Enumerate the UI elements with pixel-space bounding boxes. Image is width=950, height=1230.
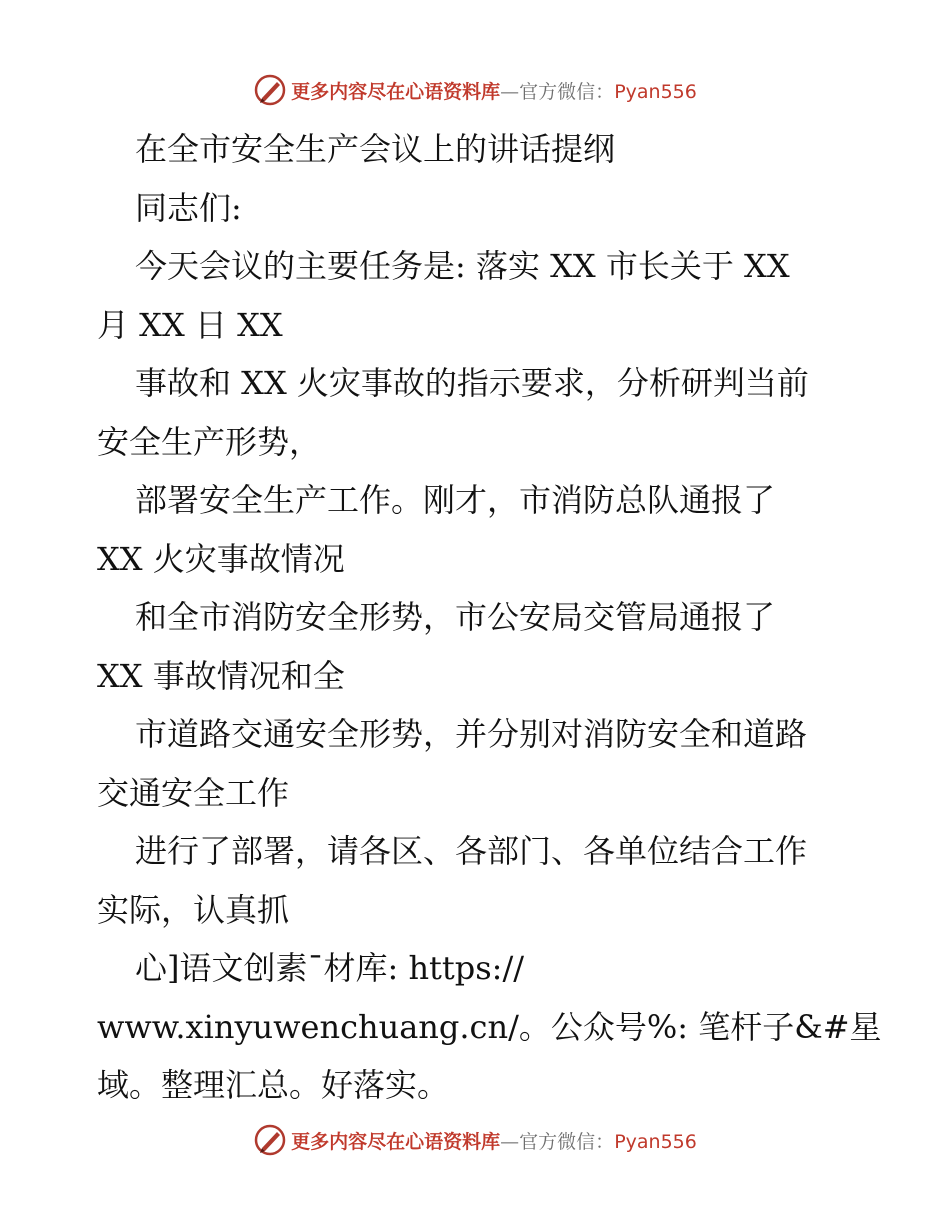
text-line: 进行了部署，请各区、各部门、各单位结合工作 (135, 832, 808, 870)
document-body (97, 120, 882, 1115)
text-line: 部署安全生产工作。刚才，市消防总队通报了 (135, 481, 776, 519)
text-line: 交通安全工作 (97, 773, 290, 812)
banner-wechat-id: Pyan556 (614, 1130, 697, 1153)
pen-logo-icon (253, 1123, 287, 1157)
document-title: 在全市安全生产会议上的讲话提纲 (135, 130, 616, 168)
pen-logo-icon (253, 73, 287, 107)
text-line: XX 火灾事故情况 (97, 539, 345, 578)
header-banner (0, 70, 950, 110)
text-line: 市道路交通安全形势，并分别对消防安全和道路 (135, 715, 808, 753)
banner-wechat-label: 官方微信： (519, 80, 615, 103)
banner-text (291, 77, 697, 104)
text-line: 实际，认真抓 (97, 890, 290, 929)
text-line: 今天会议的主要任务是: 落实 XX 市长关于 XX (135, 247, 790, 285)
footer-banner (0, 1120, 950, 1160)
banner-separator: — (500, 80, 520, 103)
banner-separator: — (500, 1130, 520, 1153)
text-line: 和全市消防安全形势，市公安局交管局通报了 (135, 598, 776, 636)
text-line: 事故和 XX 火灾事故的指示要求，分析研判当前 (135, 364, 809, 402)
text-line: 安全生产形势， (97, 422, 322, 461)
text-line: 心]语文创素¯材库: https:// (135, 949, 525, 987)
banner-library-text: 更多内容尽在心语资料库 (291, 1130, 501, 1153)
text-line: XX 事故情况和全 (97, 656, 345, 695)
text-line: 月 XX 日 XX (97, 305, 283, 344)
text-line: 域。整理汇总。好落实。 (97, 1066, 450, 1104)
banner-text (291, 1127, 697, 1154)
salutation: 同志们: (135, 188, 242, 227)
banner-wechat-id: Pyan556 (614, 80, 697, 103)
text-line: www.xinyuwenchuang.cn/。公众号%: 笔杆子&#星 (97, 1007, 882, 1046)
banner-library-text: 更多内容尽在心语资料库 (291, 80, 501, 103)
banner-wechat-label: 官方微信： (519, 1130, 615, 1153)
